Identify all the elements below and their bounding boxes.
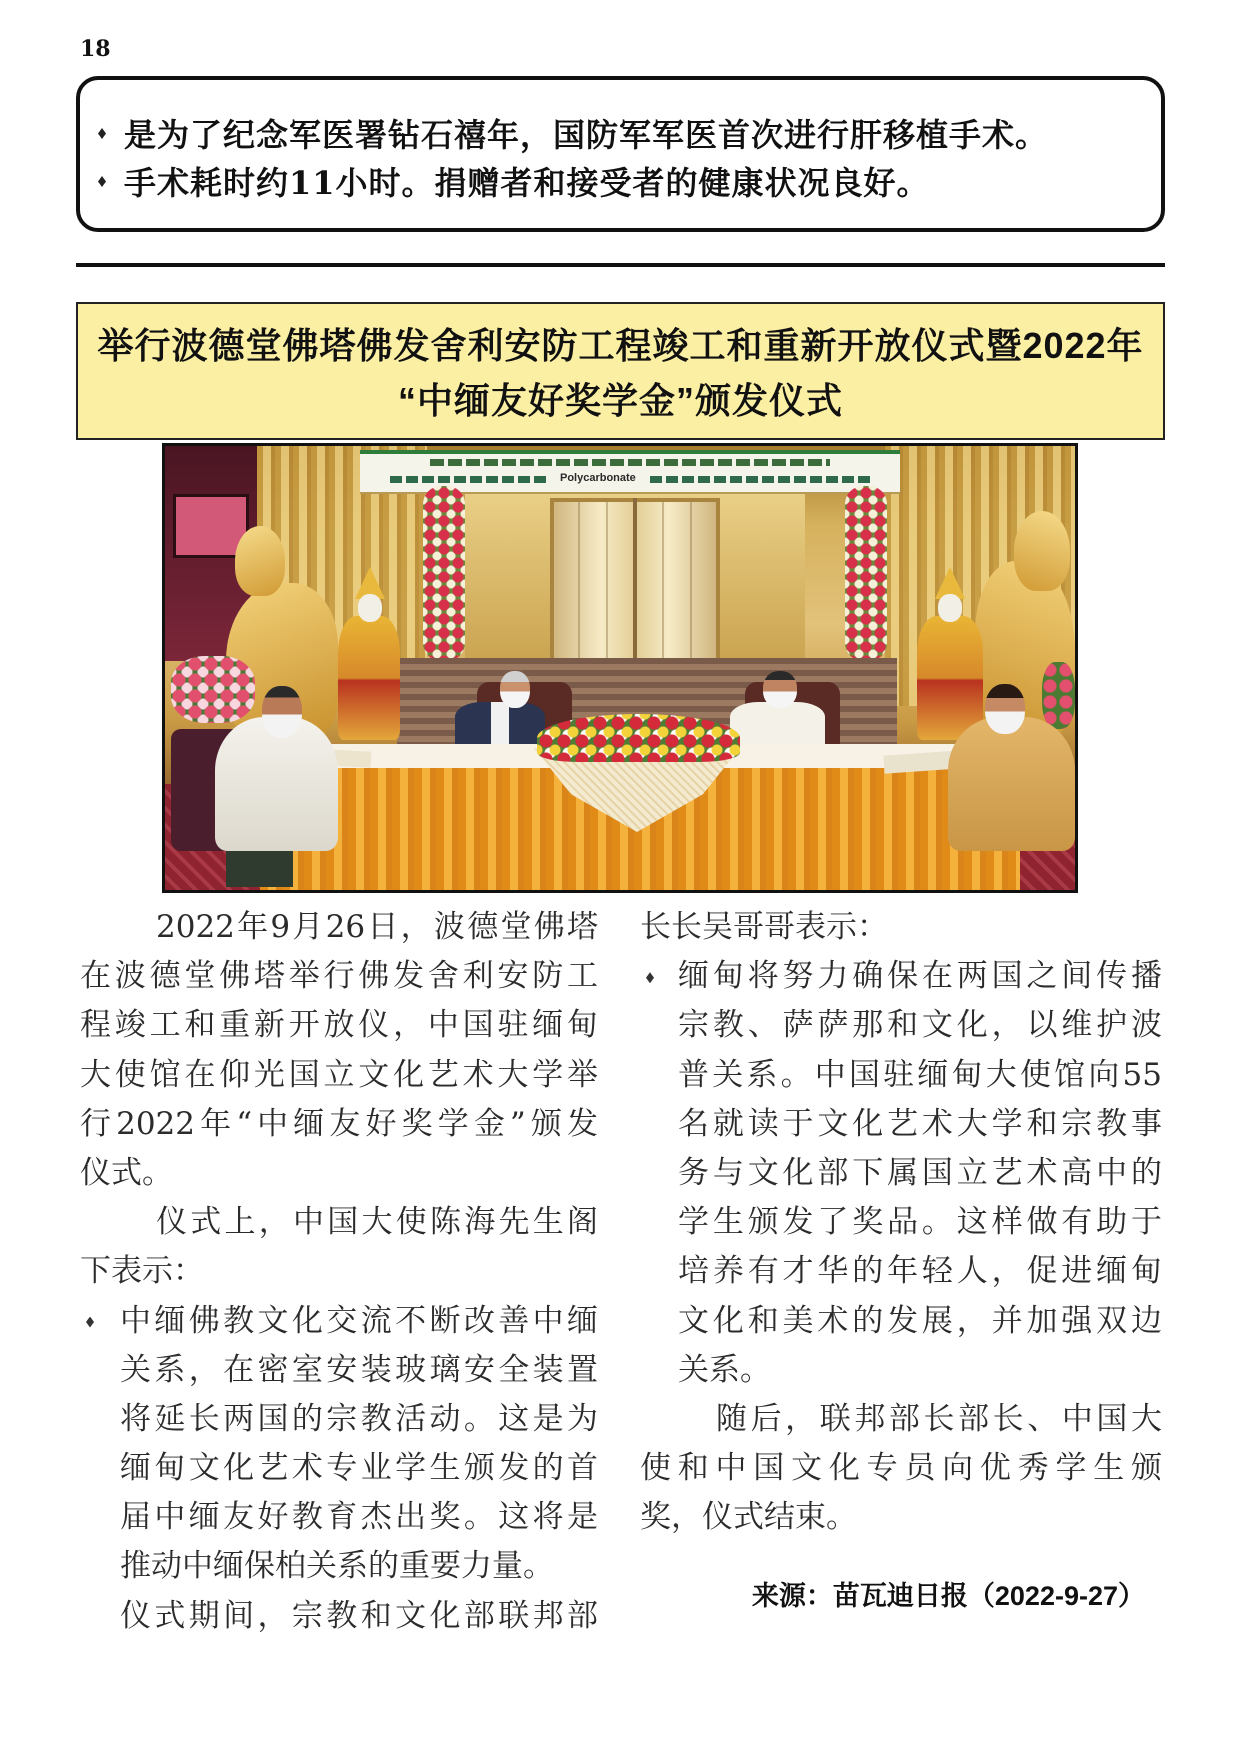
flower-pot-left xyxy=(171,656,255,723)
highlight-item-text: 是为了纪念军医署钻石禧年，国防军军医首次进行肝移植手术。 xyxy=(124,116,1049,154)
text-line: 缅甸文化艺术专业学生颁发的首 xyxy=(120,1450,598,1487)
text-line: 2022年9月26日，波德堂佛塔 xyxy=(156,909,598,945)
text-line: 奖，仪式结束。 xyxy=(640,1499,857,1536)
paragraph xyxy=(80,1198,598,1296)
highlight-box xyxy=(76,76,1165,232)
hintha-statue-left-head xyxy=(235,526,285,596)
banner-text-line xyxy=(430,459,830,466)
article-title-line: 举行波德堂佛塔佛发舍利安防工程竣工和重新开放仪式暨2022年 xyxy=(97,325,1144,366)
text-line: 普关系。中国驻缅甸大使馆向55 xyxy=(678,1056,1162,1093)
text-line: 将延长两国的宗教活动。这是为 xyxy=(120,1400,598,1437)
diamond-bullet-icon xyxy=(98,128,106,139)
signer-left-head xyxy=(262,686,302,738)
text-line: 在波德堂佛塔举行佛发舍利安防工 xyxy=(80,958,598,995)
table-flower-arrangement xyxy=(537,714,740,762)
banner-text-line xyxy=(390,476,550,483)
guardian-statue-right xyxy=(917,616,983,740)
paragraph xyxy=(80,1592,598,1641)
text-line: 关系。 xyxy=(678,1351,771,1388)
text-line: 仪式期间，宗教和文化部联邦部 xyxy=(120,1597,598,1634)
flower-pillar-left xyxy=(423,486,465,661)
official-center-left-head xyxy=(500,671,530,708)
page-number: 18 xyxy=(80,36,111,62)
diamond-bullet-icon xyxy=(98,176,106,187)
highlight-item xyxy=(80,110,1161,154)
guardian-statue-left-face xyxy=(358,594,382,622)
text-line: 务与文化部下属国立艺术高中的 xyxy=(678,1154,1162,1191)
text-line: 名就读于文化艺术大学和宗教事 xyxy=(678,1105,1162,1142)
article-column-left xyxy=(80,903,598,1641)
article-title-line: “中缅友好奖学金”颁发仪式 xyxy=(397,380,843,421)
paragraph xyxy=(80,903,598,1198)
hintha-statue-right-head xyxy=(1014,511,1070,591)
text-line: 仪式上，中国大使陈海先生阁 xyxy=(156,1204,598,1241)
text-line: 下表示： xyxy=(80,1253,204,1290)
flower-pillar-right xyxy=(845,486,887,661)
section-divider xyxy=(76,263,1165,267)
signer-right-head xyxy=(985,684,1025,734)
text-line: 中缅佛教文化交流不断改善中缅 xyxy=(120,1302,598,1339)
paragraph xyxy=(640,1395,1162,1543)
text-line: 仪式。 xyxy=(80,1154,173,1191)
banner-text: Polycarbonate xyxy=(560,472,636,484)
bullet-item xyxy=(80,1297,598,1592)
highlight-item-text: 手术耗时约11小时。捐赠者和接受者的健康状况良好。 xyxy=(124,164,930,202)
article-source: 来源：苗瓦迪日报（2022-9-27） xyxy=(751,1581,1145,1611)
text-line: 随后，联邦部长部长、中国大 xyxy=(716,1400,1162,1437)
banner-text-line xyxy=(650,476,870,483)
guardian-statue-right-face xyxy=(938,594,962,622)
guardian-statue-left xyxy=(338,616,400,740)
paragraph xyxy=(640,903,1162,952)
text-line: 学生颁发了奖品。这样做有助于 xyxy=(678,1204,1162,1241)
text-line: 行2022年“中缅友好奖学金”颁发 xyxy=(80,1105,598,1142)
text-line: 程竣工和重新开放仪，中国驻缅甸 xyxy=(80,1007,598,1044)
text-line: 培养有才华的年轻人，促进缅甸 xyxy=(678,1253,1162,1290)
flower-pot-right xyxy=(1042,662,1075,729)
text-line: 使和中国文化专员向优秀学生颁 xyxy=(640,1450,1162,1487)
official-center-right-head xyxy=(763,671,797,708)
text-line: 长长吴哥哥表示： xyxy=(640,909,888,945)
text-line: 文化和美术的发展，并加强双边 xyxy=(678,1302,1162,1339)
text-line: 缅甸将努力确保在两国之间传播 xyxy=(678,958,1162,995)
article-photo xyxy=(162,443,1078,893)
highlight-item xyxy=(80,158,1161,202)
text-line: 推动中缅保柏关系的重要力量。 xyxy=(120,1548,554,1585)
bullet-item xyxy=(640,952,1162,1395)
text-line: 关系，在密室安装玻璃安全装置 xyxy=(120,1351,598,1388)
article-title-box xyxy=(76,302,1165,440)
text-line: 大使馆在仰光国立文化艺术大学举 xyxy=(80,1056,598,1093)
text-line: 届中缅友好教育杰出奖。这将是 xyxy=(120,1499,598,1536)
door-center-line xyxy=(633,498,637,663)
signer-right-body xyxy=(948,717,1075,851)
article-column-right xyxy=(640,903,1162,1542)
text-line: 宗教、萨萨那和文化，以维护波 xyxy=(678,1007,1162,1044)
